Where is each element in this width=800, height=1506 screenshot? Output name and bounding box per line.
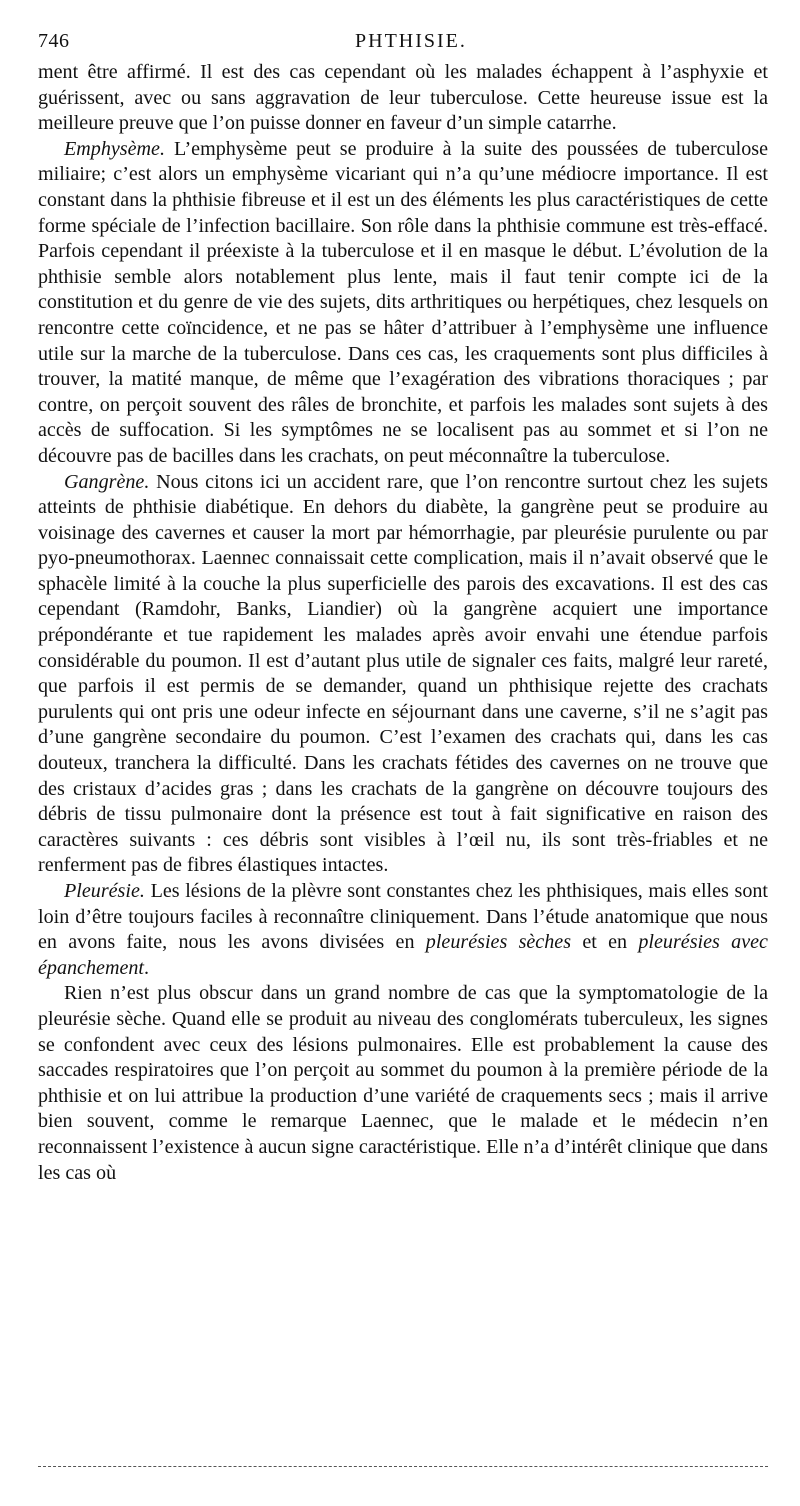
- paragraph-gangrene: [38, 470, 768, 880]
- page-number: 746: [38, 30, 70, 52]
- paragraph-text: Rien n’est plus obscur dans un grand nombre de cas que la symptomatologie de la pleurésie sèche. Quand elle se produit au niveau des conglomérats tuberculeux, les signes se confondent avec ceux des lésions pulmonaires. Elle est probablement la cause des saccades respiratoires que l’on perçoit au sommet du poumon à la première période de la phthisie et on lui attribue la production d’une variété de craquements secs ; mais il arrive bien souvent, comme le remarque Laennec, que le malade et le médecin n’en reconnaissent l’existence à aucun signe caractéristique. Elle n’a d’intérêt clinique que dans les cas où: [38, 982, 768, 1184]
- paragraph-text: Nous citons ici un accident rare, que l’on rencontre surtout chez les sujets atteints de phthisie diabétique. En dehors du diabète, la gangrène peut se produire au voisinage des cavernes et causer la mort par hémorrhagie, par pleurésie purulente ou par pyo-pneumothorax. Laennec connaissait cette complication, mais il n’avait observé que le sphacèle limité à la couche la plus superficielle des parois des excavations. Il est des cas cependant (Ramdohr, Banks, Liandier) où la gangrène acquiert une importance prépondérante et tue rapidement les malades après avoir envahi une étendue parfois considérable du poumon. Il est d’autant plus utile de signaler ces faits, malgré leur rareté, que parfois il est permis de se demander, quand un phthisique rejette des crachats purulents qui ont pris une odeur infecte en séjournant dans une caverne, s’il ne s’agit pas d’une gangrène secondaire du poumon. C’est l’examen des crachats qui, dans les cas douteux, tranchera la difficulté. Dans les crachats fétides des cavernes on ne trouve que des cristaux d’acides gras ; dans les crachats de la gangrène on découvre toujours des débris de tissu pulmonaire dont la présence est tout à fait significative en raison des caractères suivants : ces débris sont visibles à l’œil nu, ils sont très-friables et ne renferment pas de fibres élastiques intactes.: [38, 470, 768, 877]
- emphasis-pleuresies-epanchement: pleurésies avec épanchement: [38, 931, 768, 979]
- footer-dashed-rule: [38, 1466, 768, 1467]
- paragraph-text: Les lésions de la plèvre sont constantes chez les phthisiques, mais elles sont loin d’être toujours faciles à reconnaître cliniquement. Dans l’étude anatomique que nous en avons faite, nous les avons divisées en: [38, 880, 768, 954]
- page-body: [38, 60, 768, 1186]
- emphasis-pleuresies-seches: pleurésies sèches: [425, 931, 572, 954]
- paragraph-continuation: [38, 60, 768, 137]
- section-heading-pleuresie: Pleurésie.: [64, 880, 145, 902]
- paragraph-pleuresie-seche: [38, 981, 768, 1186]
- running-title: PHTHISIE.: [355, 30, 467, 52]
- paragraph-text: et en: [582, 931, 628, 954]
- paragraph-emphyseme: [38, 137, 768, 470]
- paragraph-text: .: [144, 956, 150, 979]
- book-page: [38, 30, 768, 1186]
- section-heading-gangrene: Gangrène.: [64, 470, 150, 493]
- paragraph-text: L’emphysème peut se produire à la suite des poussées de tuberculose miliaire; c’est alors un emphysème vicariant qui n’a qu’une médiocre importance. Il est constant dans la phthisie fibreuse et il est un des éléments les plus caractéristiques de cette forme spéciale de l’infection bacillaire. Son rôle dans la phthisie commune est très-effacé. Parfois cependant il préexiste à la tuberculose et il en masque le début. L’évolution de la phthisie semble alors notablement plus lente, mais il faut tenir compte ici de la constitution et du genre de vie des sujets, dits arthritiques ou herpétiques, chez lesquels on rencontre cette coïncidence, et ne pas se hâter d’attribuer à l’emphysème une influence utile sur la marche de la tuberculose. Dans ces cas, les craquements sont plus difficiles à trouver, la matité manque, de même que l’exagération des vibrations thoraciques ; par contre, on perçoit souvent des râles de bronchite, et parfois les malades sont sujets à des accès de suffocation. Si les symptômes ne se localisent pas au sommet et si l’on ne découvre pas de bacilles dans les crachats, on peut méconnaître la tuberculose.: [38, 137, 768, 467]
- page-header: [38, 30, 768, 60]
- paragraph-text: ment être affirmé. Il est des cas cependant où les malades échappent à l’asphyxie et guérissent, avec ou sans aggravation de leur tuberculose. Cette heureuse issue est la meilleure preuve que l’on puisse donner en faveur d’un simple catarrhe.: [38, 61, 768, 135]
- section-heading-emphyseme: Emphysème.: [64, 137, 165, 160]
- paragraph-pleuresie: [38, 879, 768, 981]
